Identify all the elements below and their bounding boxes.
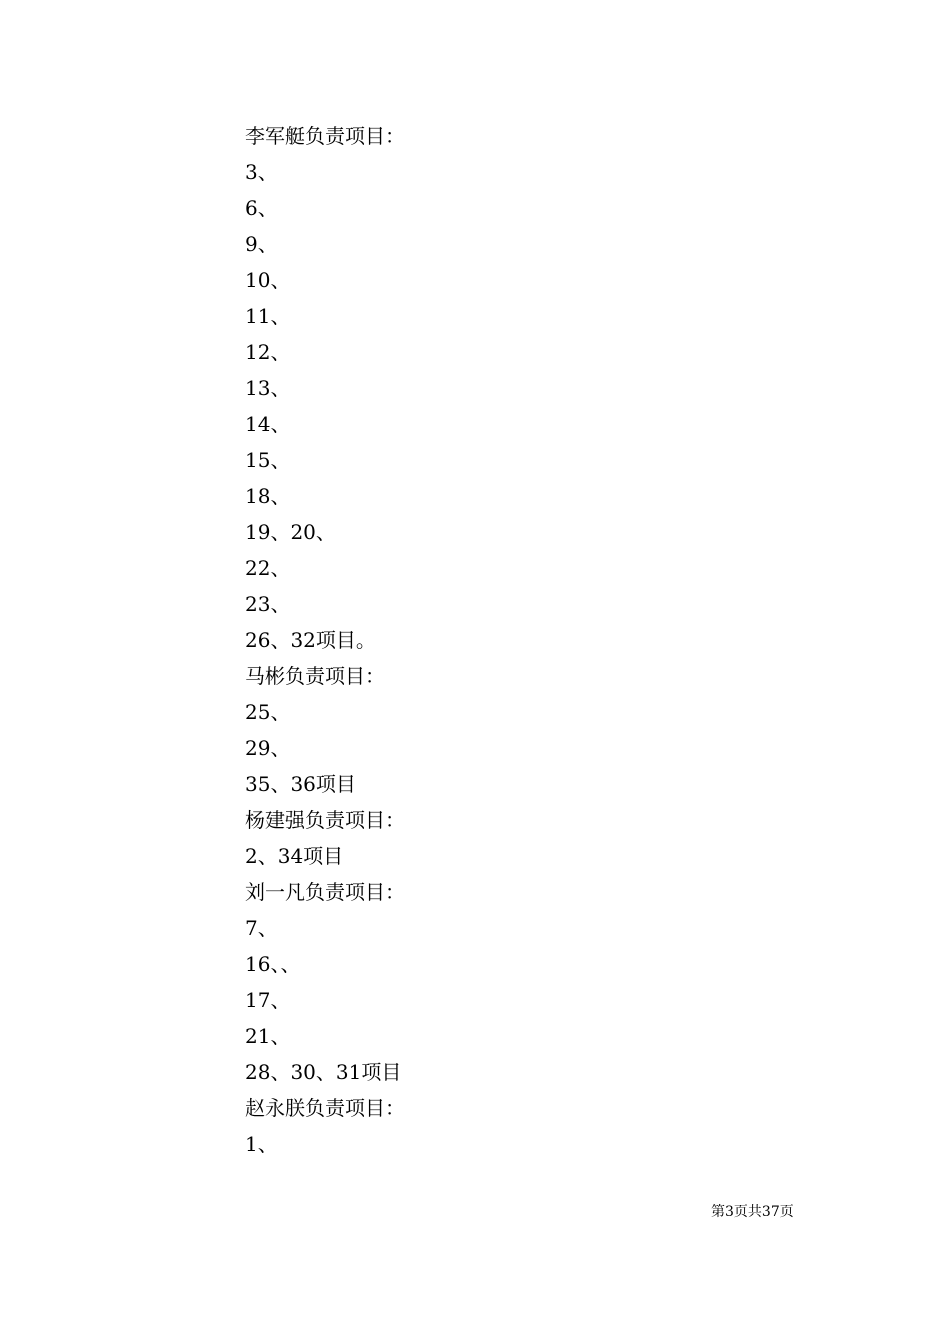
text-line: 18、 — [245, 484, 291, 508]
text-line: 10、 — [245, 268, 291, 292]
text-line: 刘一凡负责项目： — [245, 880, 405, 904]
text-line: 15、 — [245, 448, 291, 472]
text-line: 17、 — [245, 988, 291, 1012]
text-line: 23、 — [245, 592, 291, 616]
text-line: 11、 — [245, 304, 291, 328]
text-line: 马彬负责项目： — [245, 664, 385, 688]
text-line: 19、20、 — [245, 520, 336, 544]
text-line: 21、 — [245, 1024, 291, 1048]
text-line: 25、 — [245, 700, 291, 724]
text-line: 6、 — [245, 196, 278, 220]
text-line: 28、30、31项目 — [245, 1060, 402, 1084]
text-line: 李军艇负责项目： — [245, 124, 405, 148]
text-line: 7、 — [245, 916, 278, 940]
text-line: 35、36项目 — [245, 772, 356, 796]
text-line: 2、34项目 — [245, 844, 344, 868]
text-line: 13、 — [245, 376, 291, 400]
text-line: 16、、 — [245, 952, 301, 976]
text-line: 赵永朕负责项目： — [245, 1096, 405, 1120]
document-body — [245, 118, 805, 1162]
text-line: 3、 — [245, 160, 278, 184]
text-line: 22、 — [245, 556, 291, 580]
text-line: 杨建强负责项目： — [245, 808, 405, 832]
text-line: 1、 — [245, 1132, 278, 1156]
text-line: 26、32项目。 — [245, 628, 376, 652]
text-line: 9、 — [245, 232, 278, 256]
text-line: 29、 — [245, 736, 291, 760]
page-number-footer: 第3页共37页 — [711, 1204, 794, 1220]
text-line: 12、 — [245, 340, 291, 364]
text-line: 14、 — [245, 412, 291, 436]
